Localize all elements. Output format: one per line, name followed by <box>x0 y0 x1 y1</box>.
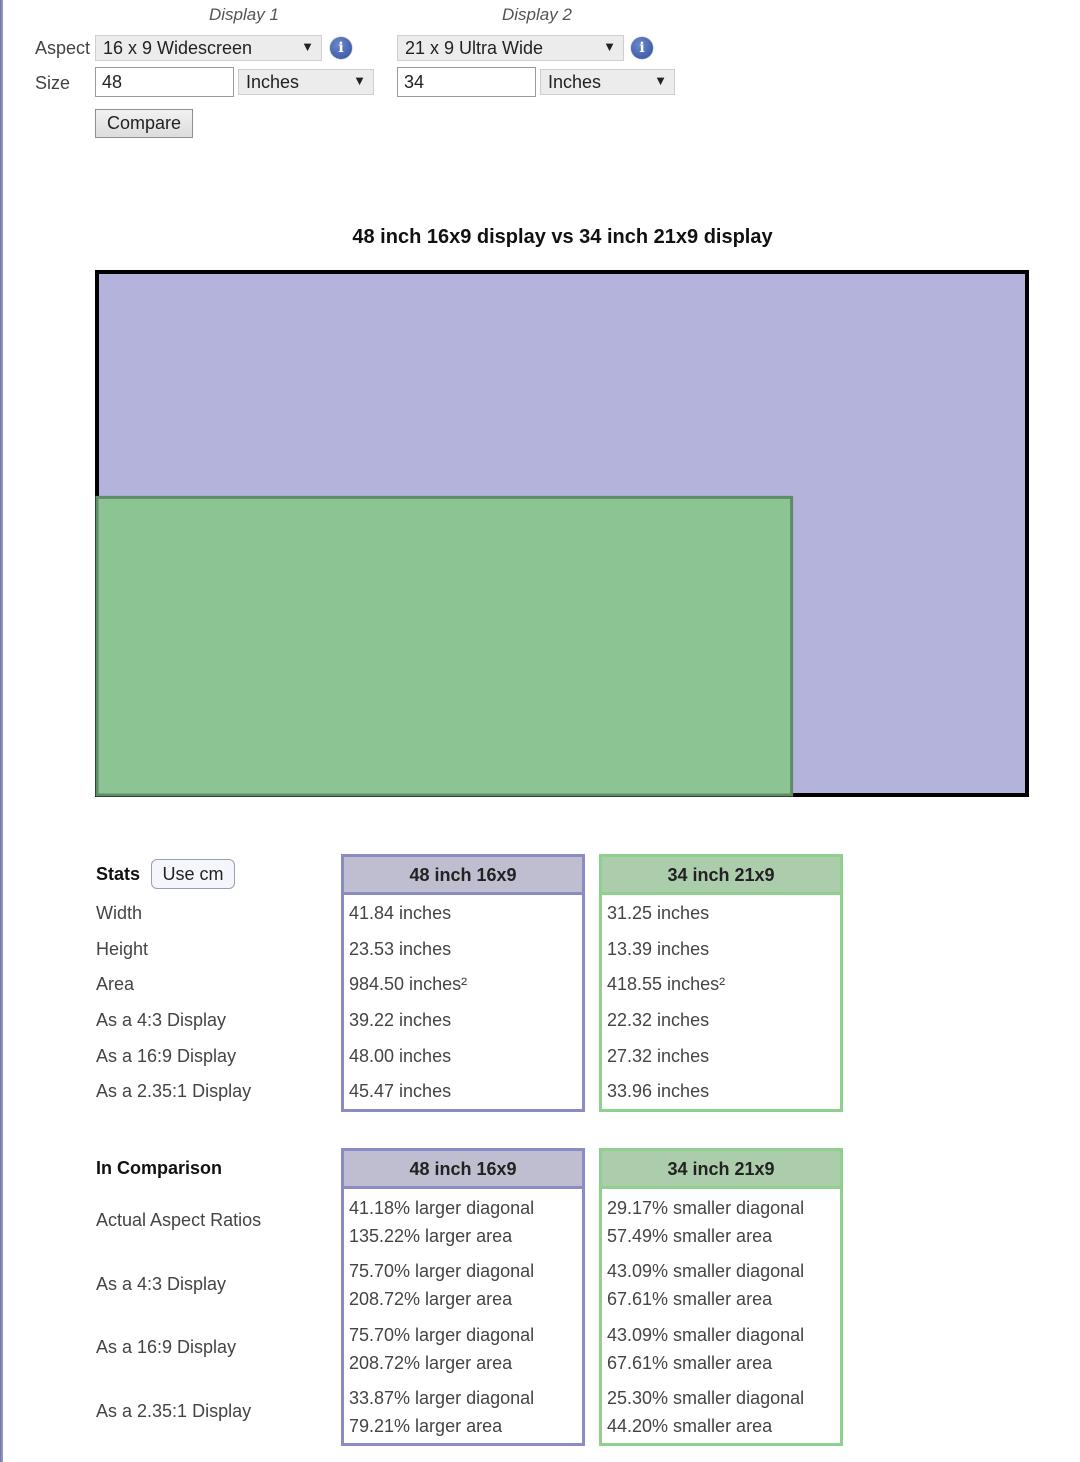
display2-heading: Display 2 <box>502 5 572 24</box>
comparison-value: 75.70% larger diagonal <box>349 1261 535 1281</box>
stats-row-label: Width <box>96 903 143 923</box>
comparison-value: 208.72% larger area <box>349 1289 513 1309</box>
display2-info-icon[interactable]: i <box>631 37 653 59</box>
comparison-value: 57.49% smaller area <box>607 1226 773 1246</box>
size-comparison-diagram <box>90 268 1035 803</box>
display2-aspect-select[interactable] <box>397 35 624 61</box>
stats-value: 418.55 inches² <box>607 974 726 994</box>
stats-row-label: Area <box>96 974 135 994</box>
use-cm-button[interactable]: Use cm <box>151 859 235 889</box>
display1-unit-value: Inches <box>246 72 300 92</box>
stats-value: 27.32 inches <box>607 1046 710 1066</box>
comparison-value: 79.21% larger area <box>349 1416 503 1436</box>
comparison-value: 67.61% smaller area <box>607 1353 773 1373</box>
stats-value: 22.32 inches <box>607 1010 710 1030</box>
display1-unit-select[interactable] <box>238 69 374 95</box>
display1-aspect-value: 16 x 9 Widescreen <box>103 38 253 58</box>
comparison-value: 67.61% smaller area <box>607 1289 773 1309</box>
stats-column-header: 48 inch 16x9 <box>344 857 582 895</box>
display2-rectangle <box>97 497 792 795</box>
stats-column-display2 <box>599 854 843 1112</box>
stats-value: 39.22 inches <box>349 1010 452 1030</box>
page-left-border <box>0 0 3 1462</box>
comparison-column-display2 <box>599 1148 843 1446</box>
comparison-row-label: Actual Aspect Ratios <box>96 1210 262 1230</box>
chevron-down-icon: ▼ <box>654 73 667 88</box>
display2-unit-value: Inches <box>548 72 602 92</box>
comparison-value: 43.09% smaller diagonal <box>607 1261 805 1281</box>
comparison-title: 48 inch 16x9 display vs 34 inch 21x9 display <box>352 226 773 248</box>
display1-aspect-select[interactable] <box>95 35 322 61</box>
chevron-down-icon: ▼ <box>301 39 314 54</box>
chevron-down-icon: ▼ <box>353 73 366 88</box>
stats-value: 31.25 inches <box>607 903 710 923</box>
stats-value: 984.50 inches² <box>349 974 468 994</box>
comparison-value: 75.70% larger diagonal <box>349 1325 535 1345</box>
comparison-column-header: 34 inch 21x9 <box>602 1151 840 1189</box>
stats-value: 48.00 inches <box>349 1046 452 1066</box>
comparison-row-label: As a 16:9 Display <box>96 1337 237 1357</box>
comparison-value: 135.22% larger area <box>349 1226 513 1246</box>
stats-row-label: As a 16:9 Display <box>96 1046 237 1066</box>
comparison-value: 43.09% smaller diagonal <box>607 1325 805 1345</box>
comparison-value: 29.17% smaller diagonal <box>607 1198 805 1218</box>
stats-value: 23.53 inches <box>349 939 452 959</box>
aspect-label: Aspect <box>35 38 91 58</box>
stats-row-label: As a 2.35:1 Display <box>96 1081 252 1101</box>
display2-size-input[interactable] <box>397 67 536 97</box>
in-comparison-heading: In Comparison <box>96 1158 223 1178</box>
comparison-value: 44.20% smaller area <box>607 1416 773 1436</box>
stats-row-label: As a 4:3 Display <box>96 1010 227 1030</box>
display1-info-icon[interactable]: i <box>330 37 352 59</box>
stats-column-display1 <box>341 854 585 1112</box>
comparison-column-display1 <box>341 1148 585 1446</box>
comparison-column-header: 48 inch 16x9 <box>344 1151 582 1189</box>
display2-aspect-value: 21 x 9 Ultra Wide <box>405 38 544 58</box>
size-label: Size <box>35 73 71 93</box>
stats-value: 45.47 inches <box>349 1081 452 1101</box>
chevron-down-icon: ▼ <box>603 39 616 54</box>
comparison-row-label: As a 4:3 Display <box>96 1274 227 1294</box>
stats-row-label: Height <box>96 939 149 959</box>
display1-size-input[interactable] <box>95 67 234 97</box>
comparison-value: 25.30% smaller diagonal <box>607 1388 805 1408</box>
comparison-row-label: As a 2.35:1 Display <box>96 1401 252 1421</box>
comparison-value: 41.18% larger diagonal <box>349 1198 535 1218</box>
display2-unit-select[interactable] <box>540 69 675 95</box>
stats-value: 41.84 inches <box>349 903 452 923</box>
stats-value: 33.96 inches <box>607 1081 710 1101</box>
stats-value: 13.39 inches <box>607 939 710 959</box>
comparison-value: 33.87% larger diagonal <box>349 1388 535 1408</box>
stats-heading: Stats <box>96 864 141 884</box>
comparison-value: 208.72% larger area <box>349 1353 513 1373</box>
display1-heading: Display 1 <box>209 5 279 24</box>
compare-button[interactable]: Compare <box>95 109 193 138</box>
stats-column-header: 34 inch 21x9 <box>602 857 840 895</box>
